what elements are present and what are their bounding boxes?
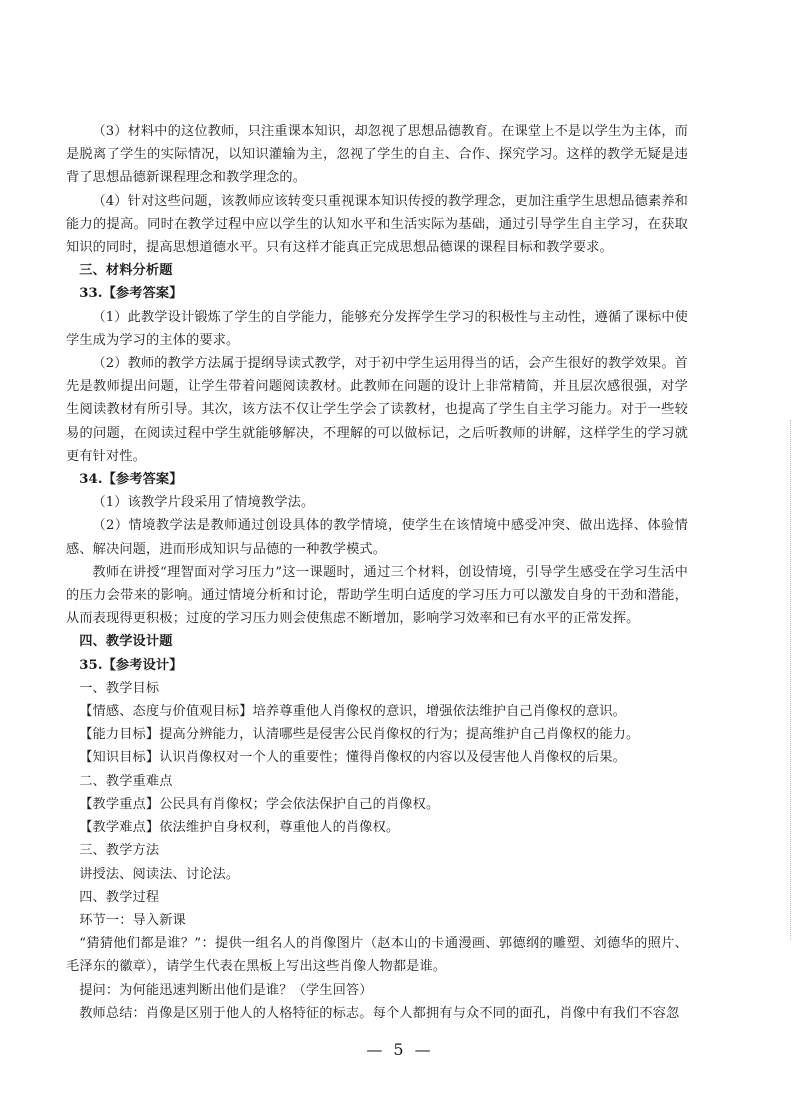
- heading-teaching-process: 四、教学过程: [79, 889, 160, 905]
- goal-knowledge: 【知识目标】认识肖像权对一个人的重要性；懂得肖像权的内容以及侵害他人肖像权的后果。: [79, 750, 627, 766]
- paragraph-answer-3: （3）材料中的这位教师，只注重课本知识，却忽视了思想品德教育。在课堂上不是以学生为主体，而是脱离了学生的实际情况，以知识灌输为主，忽视了学生的自主、合作、探究学习。这样的教学无疑是违背了思想品德新课程理念和教学理念的。: [66, 124, 688, 186]
- paragraph-answer-4: （4）针对这些问题，该教师应该转变只重视课本知识传授的教学理念，更加注重学生思想品德素养和能力的提高。同时在教学过程中应以学生的认知水平和生活实际为基础，通过引导学生自主学习，在获取知识的同时，提高思想道德水平。只有这样才能真正完成思想品德课的课程目标和教学要求。: [66, 193, 688, 256]
- teaching-methods-list: 讲授法、阅读法、讨论法。: [79, 866, 240, 882]
- question-35-heading: 35.【参考设计】: [79, 657, 183, 673]
- goal-emotion-attitude: 【情感、态度与价值观目标】培养尊重他人肖像权的意识，增强依法维护自己肖像权的意识。: [79, 704, 627, 720]
- paragraph-34-2: （2）情境教学法是教师通过创设具体的教学情境，使学生在该情境中感受冲突、做出选择、体验情感、解决问题，进而形成知识与品德的一种教学模式。: [66, 518, 688, 557]
- paragraph-teacher-summary: 教师总结：肖像是区别于他人的人格特征的标志。每个人都拥有与众不同的面孔，肖像中有我们不容忽: [79, 1005, 680, 1021]
- heading-teaching-goals: 一、教学目标: [79, 680, 160, 696]
- teaching-difficulty: 【教学难点】依法维护自身权利，尊重他人的肖像权。: [79, 820, 400, 836]
- step-one-introduction: 环节一：导入新课: [79, 912, 186, 928]
- heading-teaching-methods: 三、教学方法: [79, 843, 160, 859]
- goal-ability: 【能力目标】提高分辨能力，认清哪些是侵害公民肖像权的行为；提高维护自己肖像权的能力。: [79, 727, 640, 743]
- paragraph-34-3: 教师在讲授“理智面对学习压力”这一课题时，通过三个材料，创设情境，引导学生感受在学习生活中的压力会带来的影响。通过情境分析和讨论，帮助学生明白适度的学习压力可以激发自身的干劲和潜能，从而表现得更积极；过度的学习压力则会使焦虑不断增加，影响学习效率和已有水平的正常发挥。: [66, 564, 688, 627]
- margin-scan-dots: [790, 420, 792, 940]
- paragraph-33-2: （2）教师的教学方法属于提纲导读式教学，对于初中学生运用得当的话，会产生很好的教学效果。首先是教师提出问题，让学生带着问题阅读教材。此教师在问题的设计上非常精简，并且层次感很强，对学生阅读教材有所引导。其次，该方法不仅让学生学会了读教材，也提高了学生自主学习能力。对于一些较易的问题，在阅读过程中学生就能够解决，不理解的可以做标记，之后听教师的讲解，这样学生的学习就更有针对性。: [66, 356, 688, 464]
- question-34-heading: 34.【参考答案】: [79, 472, 183, 488]
- paragraph-34-1: （1）该教学片段采用了情境教学法。: [92, 495, 315, 511]
- paragraph-33-1: （1）此教学设计锻炼了学生的自学能力，能够充分发挥学生学习的积极性与主动性，遵循了课标中使学生成为学习的主体的要求。: [66, 309, 688, 348]
- paragraph-question: 提问：为何能迅速判断出他们是谁？（学生回答）: [79, 982, 373, 998]
- section-heading-material-analysis: 三、材料分析题: [79, 263, 173, 279]
- document-body: [66, 120, 688, 1025]
- page-number: — 5 —: [366, 1040, 434, 1059]
- question-33-heading: 33.【参考答案】: [79, 286, 183, 302]
- teaching-key-point: 【教学重点】公民具有肖像权；学会依法保护自己的肖像权。: [79, 796, 440, 812]
- paragraph-guess-who: “猜猜他们都是谁？”：提供一组名人的肖像图片（赵本山的卡通漫画、郭德纲的雕塑、刘德华的照片、毛泽东的徽章），请学生代表在黑板上写出这些肖像人物都是谁。: [66, 936, 688, 975]
- section-heading-teaching-design: 四、教学设计题: [79, 634, 173, 650]
- heading-key-difficulties: 二、教学重难点: [79, 773, 173, 789]
